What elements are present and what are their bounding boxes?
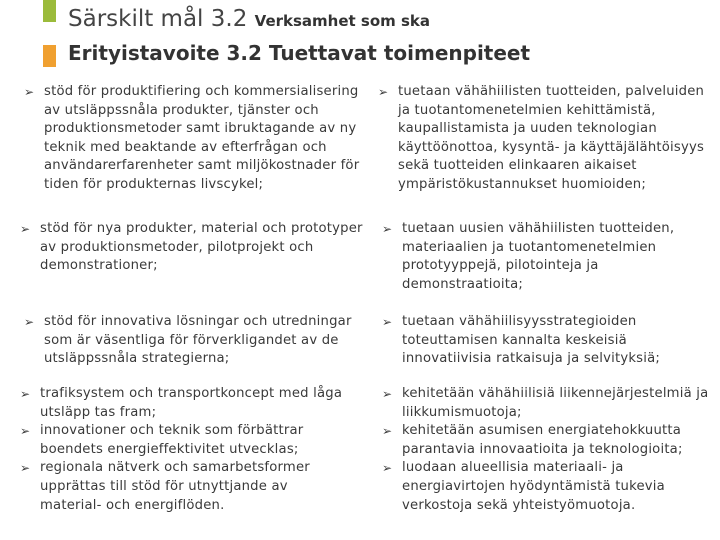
list-item-text: stöd för produktifiering och kommersialisering av utsläppssnåla produkter, tjänster och produktionsmetoder samt ibruktagande av ny teknik med beaktande av efterfrågan och användarerfarenheter samt miljökostnader för tiden för produkternas livscykel; xyxy=(44,84,360,192)
list-item-text: tuetaan vähähiilisten tuotteiden, palveluiden ja tuotantomenetelmien kehittämistä, kaupallistamista ja uuden teknologian käyttöönottoa, kysyntä- ja käyttäjälähtöisyys sekä tuotteiden elinkaaren aikaiset ympäristökustannukset huomioiden; xyxy=(398,84,705,192)
list-item xyxy=(20,220,370,276)
block-2-finnish xyxy=(382,220,682,294)
title-swedish-sub: Verksamhet som ska xyxy=(254,12,431,30)
list-item xyxy=(382,313,720,369)
block-1-swedish xyxy=(24,83,364,195)
list-item xyxy=(20,422,350,459)
arrow-bullet-icon: ➢ xyxy=(20,424,31,439)
list-item xyxy=(378,83,720,195)
list-item xyxy=(382,459,720,515)
arrow-bullet-icon: ➢ xyxy=(378,85,389,99)
list-item xyxy=(24,83,364,195)
list-item xyxy=(24,313,374,369)
title-swedish-main: Särskilt mål 3.2 xyxy=(68,6,248,32)
arrow-bullet-icon: ➢ xyxy=(382,387,393,401)
block-3-finnish xyxy=(382,313,720,369)
arrow-bullet-icon: ➢ xyxy=(382,222,393,236)
list-item-text: tuetaan uusien vähähiilisten tuotteiden, materiaalien ja tuotantomenetelmien prototyyppejä, pilotointeja ja demonstraatioita; xyxy=(402,221,675,292)
list-item xyxy=(20,385,350,422)
list-item xyxy=(20,459,350,515)
list-item-text: stöd för nya produkter, material och prototyper av produktionsmetoder, pilotprojekt och demonstrationer; xyxy=(40,221,363,274)
accent-bar-green xyxy=(43,0,56,22)
list-item-text: luodaan alueellisia materiaali- ja energiavirtojen hyödyntämistä tukevia verkostoja sekä yhteistyömuotoja. xyxy=(402,460,665,513)
list-item-text: stöd för innovativa lösningar och utredningar som är väsentliga för förverkligandet av de utsläppssnåla strategierna; xyxy=(44,314,352,367)
arrow-bullet-icon: ➢ xyxy=(20,387,31,401)
block-4-finnish xyxy=(382,385,720,515)
block-4-swedish xyxy=(20,385,350,515)
list-item-text: trafiksystem och transportkoncept med låga utsläpp tas fram; xyxy=(40,386,343,420)
list-item-text: kehitetään vähähiilisiä liikennejärjestelmiä ja liikkumismuotoja; xyxy=(402,386,709,420)
arrow-bullet-icon: ➢ xyxy=(24,85,35,99)
list-item-text: tuetaan vähähiilisyysstrategioiden toteuttamisen kannalta keskeisiä innovatiivisia ratkaisuja ja selvityksiä; xyxy=(402,314,661,367)
block-3-swedish xyxy=(24,313,374,369)
arrow-bullet-icon: ➢ xyxy=(20,461,31,476)
block-1-finnish xyxy=(378,83,720,195)
arrow-bullet-icon: ➢ xyxy=(20,222,31,236)
block-2-swedish xyxy=(20,220,370,276)
title-finnish: Erityistavoite 3.2 Tuettavat toimenpiteet xyxy=(68,41,531,65)
accent-bar-orange xyxy=(43,45,56,67)
list-item-text: innovationer och teknik som förbättrar boendets energieffektivitet utvecklas; xyxy=(40,423,304,457)
arrow-bullet-icon: ➢ xyxy=(382,424,393,439)
arrow-bullet-icon: ➢ xyxy=(24,315,35,329)
arrow-bullet-icon: ➢ xyxy=(382,315,393,329)
list-item xyxy=(382,220,682,294)
arrow-bullet-icon: ➢ xyxy=(382,461,393,476)
list-item-text: kehitetään asumisen energiatehokkuutta parantavia innovaatioita ja teknologioita; xyxy=(402,423,683,457)
list-item xyxy=(382,422,720,459)
title-swedish xyxy=(68,6,430,32)
list-item xyxy=(382,385,720,422)
list-item-text: regionala nätverk och samarbetsformer upprättas till stöd för utnyttjande av material- och energiflöden. xyxy=(40,460,310,513)
